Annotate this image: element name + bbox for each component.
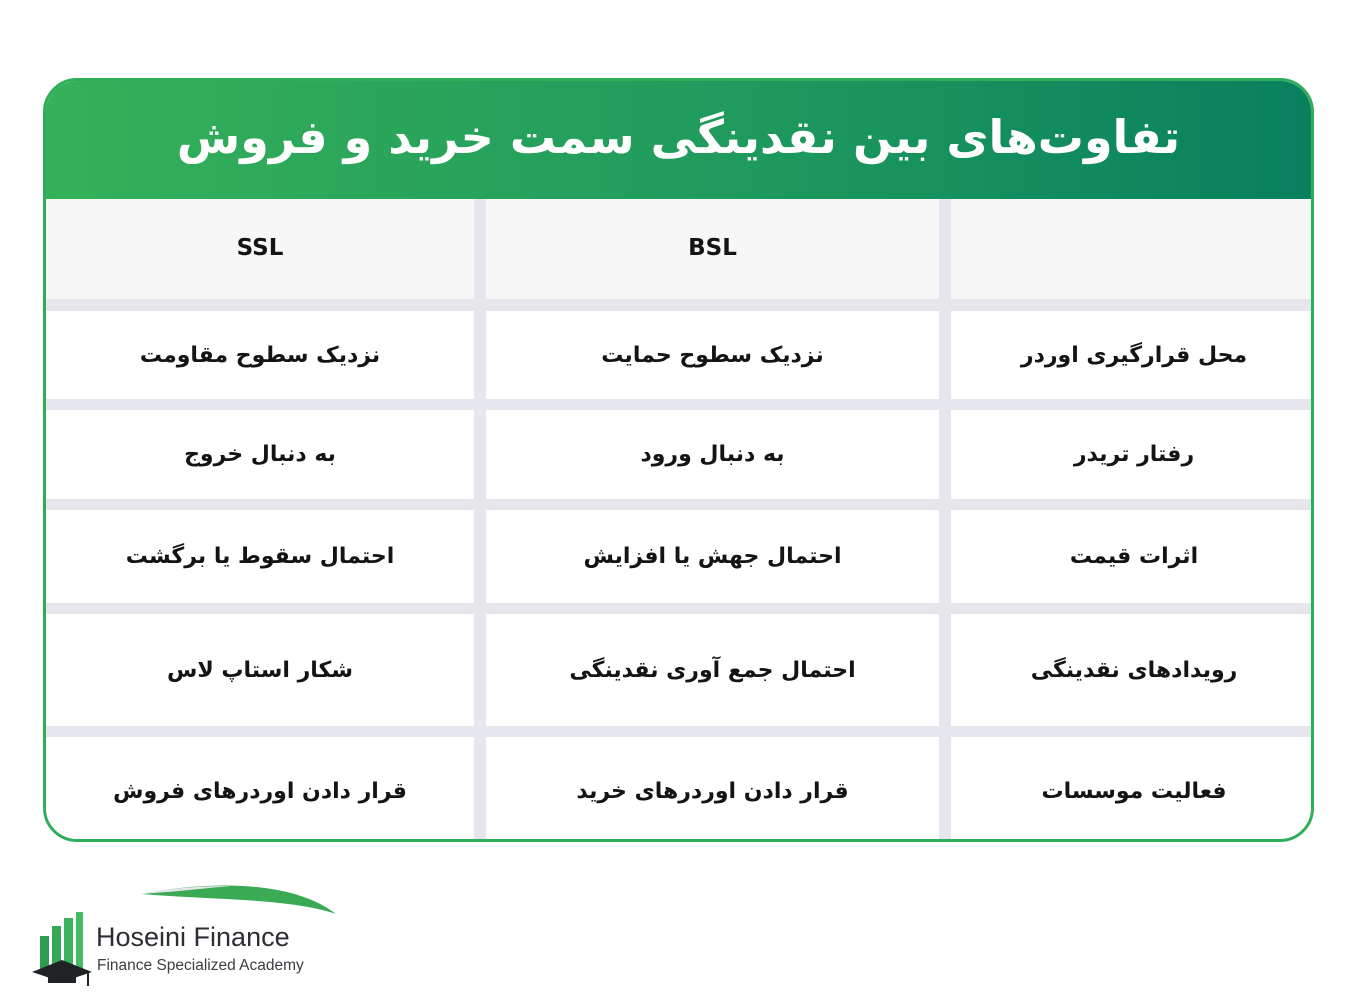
page-title: تفاوت‌های بین نقدینگی سمت خرید و فروش bbox=[176, 110, 1181, 164]
leaf-swoosh-icon bbox=[140, 880, 340, 920]
cell-ssl: قرار دادن اوردرهای فروش bbox=[46, 737, 474, 842]
comparison-card bbox=[43, 78, 1314, 842]
card-header bbox=[46, 81, 1311, 199]
brand-name: Hoseini Finance bbox=[96, 922, 290, 952]
cell-ssl: احتمال سقوط یا برگشت bbox=[46, 510, 474, 603]
column-header-label bbox=[951, 199, 1314, 299]
cell-bsl: نزدیک سطوح حمایت bbox=[486, 311, 939, 399]
cell-bsl: احتمال جمع آوری نقدینگی bbox=[486, 614, 939, 726]
cell-ssl: نزدیک سطوح مقاومت bbox=[46, 311, 474, 399]
table-row bbox=[46, 614, 1311, 726]
cell-label: اثرات قیمت bbox=[951, 510, 1314, 603]
table-row bbox=[46, 737, 1311, 842]
cell-label: محل قرارگیری اوردر bbox=[951, 311, 1314, 399]
table-row bbox=[46, 311, 1311, 399]
table-header-row bbox=[46, 199, 1311, 299]
cell-bsl: به دنبال ورود bbox=[486, 410, 939, 499]
comparison-table bbox=[46, 199, 1311, 842]
cell-bsl: احتمال جهش یا افزایش bbox=[486, 510, 939, 603]
cell-label: رفتار تریدر bbox=[951, 410, 1314, 499]
brand-tagline: Finance Specialized Academy bbox=[97, 957, 304, 974]
cell-label: رویدادهای نقدینگی bbox=[951, 614, 1314, 726]
column-header-ssl: SSL bbox=[46, 199, 474, 299]
column-header-bsl: BSL bbox=[486, 199, 939, 299]
cell-bsl: قرار دادن اوردرهای خرید bbox=[486, 737, 939, 842]
cell-ssl: شکار استاپ لاس bbox=[46, 614, 474, 726]
table-row bbox=[46, 410, 1311, 499]
cell-label: فعالیت موسسات bbox=[951, 737, 1314, 842]
table-row bbox=[46, 510, 1311, 603]
bar-chart-graduation-cap-icon bbox=[30, 910, 94, 990]
brand-logo bbox=[30, 880, 350, 990]
cell-ssl: به دنبال خروج bbox=[46, 410, 474, 499]
